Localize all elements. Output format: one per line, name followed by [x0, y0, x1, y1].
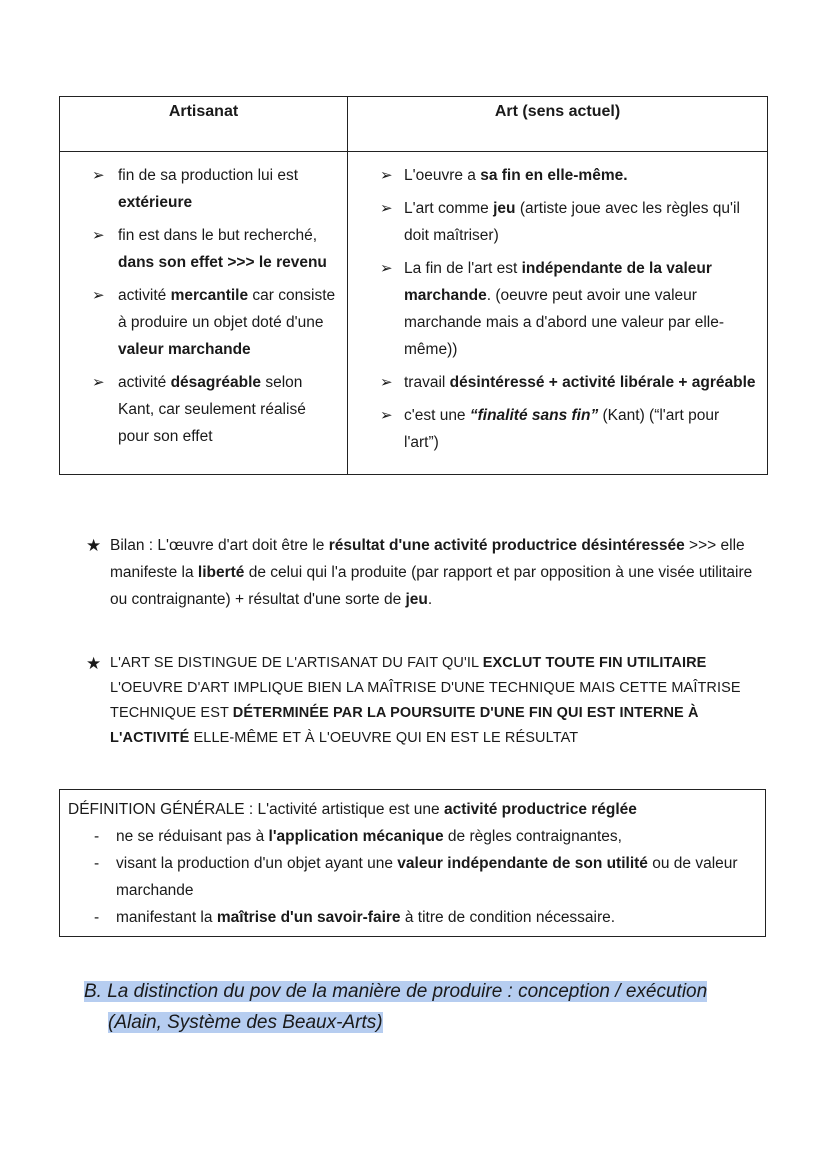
list-item [358, 195, 757, 249]
text-run: L'art comme [404, 200, 494, 217]
art-cell [348, 152, 768, 475]
bilan-text [110, 532, 766, 613]
text-run: de règles contraignantes, [443, 828, 622, 845]
text-run: valeur marchande [118, 341, 251, 358]
table-header-row [60, 97, 768, 152]
text-run: travail [404, 374, 450, 391]
list-item [358, 402, 757, 456]
list-item [70, 282, 337, 363]
section-b-line1: B. La distinction du pov de la manière de produire : conception / exécution [84, 981, 708, 1002]
dash-bullet: - [94, 855, 100, 872]
text-run: fin de sa production lui est [118, 167, 299, 184]
arrow-bullet-icon: ➢ [380, 167, 393, 184]
distinction-text [110, 651, 766, 751]
text-run: L'ART SE DISTINGUE DE L'ARTISANAT DU FAIT QU'IL [110, 655, 483, 671]
text-run: L'oeuvre a [404, 167, 481, 184]
text-run: désintéressé + activité libérale + agréable [449, 374, 756, 391]
definition-box [59, 789, 766, 937]
definition-intro [68, 796, 757, 823]
header-artisanat: Artisanat [60, 97, 348, 152]
bilan-block [86, 532, 766, 613]
arrow-bullet-icon: ➢ [92, 374, 105, 391]
text-run: (artiste joue avec les règles qu'il doit maîtriser) [404, 200, 740, 244]
artisanat-cell [60, 152, 348, 475]
list-item [70, 369, 337, 450]
star-icon: ★ [86, 536, 102, 555]
list-item [68, 904, 757, 931]
star-icon: ★ [86, 654, 102, 673]
text-run: activité [118, 374, 171, 391]
text-run: EXCLUT TOUTE FIN UTILITAIRE [482, 655, 707, 671]
text-run: jeu [493, 200, 516, 217]
text-run: Bilan : L'œuvre d'art doit être le [110, 537, 329, 554]
arrow-bullet-icon: ➢ [380, 374, 393, 391]
arrow-bullet-icon: ➢ [380, 260, 393, 277]
table-body-row [60, 152, 768, 475]
section-b-line2: (Alain, Système des Beaux-Arts) [108, 1012, 383, 1033]
text-run: L'OEUVRE D'ART IMPLIQUE BIEN LA MAÎTRISE D'UNE TECHNIQUE MAIS CETTE MAÎTRISE TECHNIQUE EST [110, 680, 741, 721]
text-run: de celui qui l'a produite (par rapport et par opposition à une visée utilitaire ou contraignante) + résultat d'une sorte de [110, 564, 753, 608]
text-run: >>> elle manifeste la [110, 537, 745, 581]
text-run: fin est dans le but recherché, [118, 227, 318, 244]
text-run: activité [118, 287, 171, 304]
text-run: résultat d'une activité productrice désintéressée [328, 537, 685, 554]
text-run: l'application mécanique [268, 828, 444, 845]
dash-bullet: - [94, 828, 100, 845]
text-run: désagréable [170, 374, 262, 391]
text-run: ou de valeur marchande [116, 855, 738, 899]
text-run: indépendante de la valeur marchande [404, 260, 712, 304]
arrow-bullet-icon: ➢ [380, 407, 393, 424]
text-run: car consiste à produire un objet doté d'une [118, 287, 336, 331]
list-item [358, 162, 757, 189]
text-run: dans son effet >>> le revenu [118, 254, 327, 271]
list-item [68, 850, 757, 904]
arrow-bullet-icon: ➢ [92, 227, 105, 244]
text-run: selon Kant, car seulement réalisé pour son effet [118, 374, 306, 445]
text-run: . [427, 591, 433, 608]
section-b-heading [84, 976, 724, 1038]
list-item [68, 823, 757, 850]
text-run: liberté [197, 564, 245, 581]
list-item [358, 255, 757, 363]
text-run: DÉTERMINÉE PAR LA POURSUITE D'UNE FIN QUI EST INTERNE À L'ACTIVITÉ [110, 705, 699, 746]
artisanat-list [70, 162, 337, 450]
definition-list [68, 823, 757, 931]
text-run: . (oeuvre peut avoir une valeur marchande mais a d'abord une valeur par elle-même)) [404, 287, 725, 358]
list-item [70, 222, 337, 276]
text-run: jeu [405, 591, 428, 608]
dash-bullet: - [94, 909, 100, 926]
header-art: Art (sens actuel) [348, 97, 768, 152]
text-run: (Kant) (“l'art pour l'art”) [404, 407, 720, 451]
art-list [358, 162, 757, 456]
comparison-table [59, 96, 768, 475]
text-run: “finalité sans fin” [469, 407, 599, 424]
text-run: ne se réduisant pas à [116, 828, 269, 845]
text-run: extérieure [118, 194, 193, 211]
text-run: ELLE-MÊME ET À L'OEUVRE QUI EN EST LE RÉSULTAT [189, 730, 579, 746]
text-run: à titre de condition nécessaire. [400, 909, 616, 926]
text-run: DÉFINITION GÉNÉRALE : L'activité artistique est une [68, 801, 444, 818]
text-run: La fin de l'art est [404, 260, 522, 277]
arrow-bullet-icon: ➢ [92, 167, 105, 184]
distinction-block [86, 651, 766, 751]
text-run: sa fin en elle-même. [480, 167, 628, 184]
text-run: visant la production d'un objet ayant une [116, 855, 398, 872]
arrow-bullet-icon: ➢ [380, 200, 393, 217]
text-run: activité productrice réglée [443, 801, 637, 818]
arrow-bullet-icon: ➢ [92, 287, 105, 304]
list-item [70, 162, 337, 216]
text-run: manifestant la [116, 909, 217, 926]
text-run: mercantile [170, 287, 249, 304]
list-item [358, 369, 757, 396]
text-run: maîtrise d'un savoir-faire [216, 909, 401, 926]
text-run: valeur indépendante de son utilité [397, 855, 648, 872]
text-run: c'est une [404, 407, 470, 424]
